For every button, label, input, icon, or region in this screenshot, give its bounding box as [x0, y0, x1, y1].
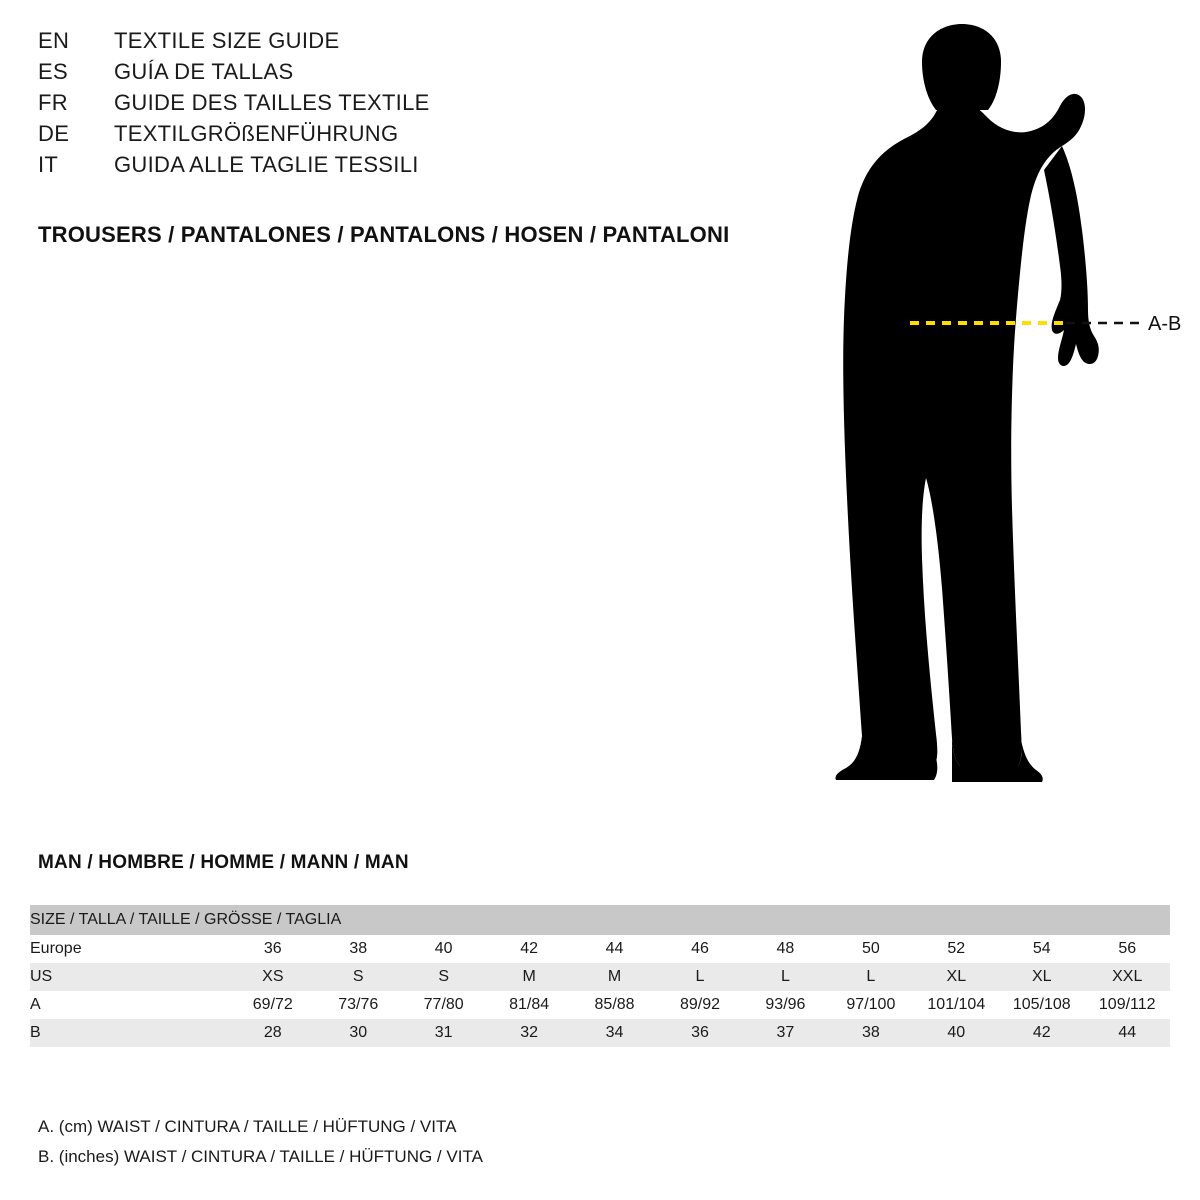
cell-value: XL — [914, 963, 999, 991]
cell-value: 81/84 — [486, 991, 571, 1019]
cell-value: S — [316, 963, 401, 991]
cell-value: 73/76 — [316, 991, 401, 1019]
cell-value: 52 — [914, 935, 999, 963]
language-code: IT — [38, 152, 59, 177]
language-row-it — [38, 152, 798, 183]
table-header-label: SIZE / TALLA / TAILLE / GRÖSSE / TAGLIA — [30, 905, 1170, 935]
cell-value: 38 — [828, 1019, 913, 1047]
cell-value: M — [486, 963, 571, 991]
cell-value: 34 — [572, 1019, 657, 1047]
model-figure — [810, 18, 1190, 798]
cell-value: L — [657, 963, 742, 991]
language-row-fr — [38, 90, 798, 121]
table-row — [30, 1019, 1170, 1047]
cell-value: 101/104 — [914, 991, 999, 1019]
cell-value: 44 — [1084, 1019, 1170, 1047]
cell-value: 50 — [828, 935, 913, 963]
cell-value: 69/72 — [230, 991, 315, 1019]
footnote-b: B. (inches) WAIST / CINTURA / TAILLE / HÜFTUNG / VITA — [38, 1147, 483, 1166]
language-code: ES — [38, 59, 68, 84]
cell-value: 48 — [743, 935, 828, 963]
cell-value: 89/92 — [657, 991, 742, 1019]
cell-value: L — [743, 963, 828, 991]
garment-type-subtitle: TROUSERS / PANTALONES / PANTALONS / HOSEN / PANTALONI — [38, 222, 730, 247]
language-text: GUÍA DE TALLAS — [114, 59, 294, 84]
cell-value: 46 — [657, 935, 742, 963]
cell-value: 40 — [914, 1019, 999, 1047]
cell-value: 97/100 — [828, 991, 913, 1019]
language-code: DE — [38, 121, 70, 146]
language-title-list — [38, 28, 798, 183]
language-row-de — [38, 121, 798, 152]
cell-value: M — [572, 963, 657, 991]
table-row — [30, 991, 1170, 1019]
cell-value: 85/88 — [572, 991, 657, 1019]
footnote-a: A. (cm) WAIST / CINTURA / TAILLE / HÜFTUNG / VITA — [38, 1117, 457, 1136]
cell-value: XL — [999, 963, 1084, 991]
cell-value: 54 — [999, 935, 1084, 963]
language-row-en — [38, 28, 798, 59]
language-code: FR — [38, 90, 68, 115]
cell-value: 30 — [316, 1019, 401, 1047]
cell-value: 36 — [230, 935, 315, 963]
cell-value: S — [401, 963, 486, 991]
cell-value: 38 — [316, 935, 401, 963]
cell-value: 28 — [230, 1019, 315, 1047]
table-row — [30, 935, 1170, 963]
language-text: TEXTILE SIZE GUIDE — [114, 28, 340, 53]
table-row — [30, 963, 1170, 991]
cell-value: 37 — [743, 1019, 828, 1047]
size-table — [30, 905, 1170, 1047]
language-text: GUIDA ALLE TAGLIE TESSILI — [114, 152, 419, 177]
table-header-row — [30, 905, 1170, 935]
row-label: US — [30, 963, 230, 991]
cell-value: 105/108 — [999, 991, 1084, 1019]
row-label: Europe — [30, 935, 230, 963]
cell-value: 93/96 — [743, 991, 828, 1019]
cell-value: 77/80 — [401, 991, 486, 1019]
cell-value: XS — [230, 963, 315, 991]
waist-measure-label: A-B — [1148, 313, 1182, 335]
cell-value: 44 — [572, 935, 657, 963]
cell-value: 32 — [486, 1019, 571, 1047]
cell-value: 109/112 — [1084, 991, 1170, 1019]
silhouette-shape — [835, 24, 1098, 782]
language-text: GUIDE DES TAILLES TEXTILE — [114, 90, 430, 115]
cell-value: 36 — [657, 1019, 742, 1047]
cell-value: 31 — [401, 1019, 486, 1047]
cell-value: XXL — [1084, 963, 1170, 991]
row-label: A — [30, 991, 230, 1019]
cell-value: 42 — [486, 935, 571, 963]
language-row-es — [38, 59, 798, 90]
table-footnotes — [38, 1112, 483, 1172]
language-text: TEXTILGRÖßENFÜHRUNG — [114, 121, 399, 146]
cell-value: L — [828, 963, 913, 991]
language-code: EN — [38, 28, 70, 53]
cell-value: 42 — [999, 1019, 1084, 1047]
cell-value: 40 — [401, 935, 486, 963]
row-label: B — [30, 1019, 230, 1047]
cell-value: 56 — [1084, 935, 1170, 963]
table-section-title: MAN / HOMBRE / HOMME / MANN / MAN — [38, 852, 409, 873]
